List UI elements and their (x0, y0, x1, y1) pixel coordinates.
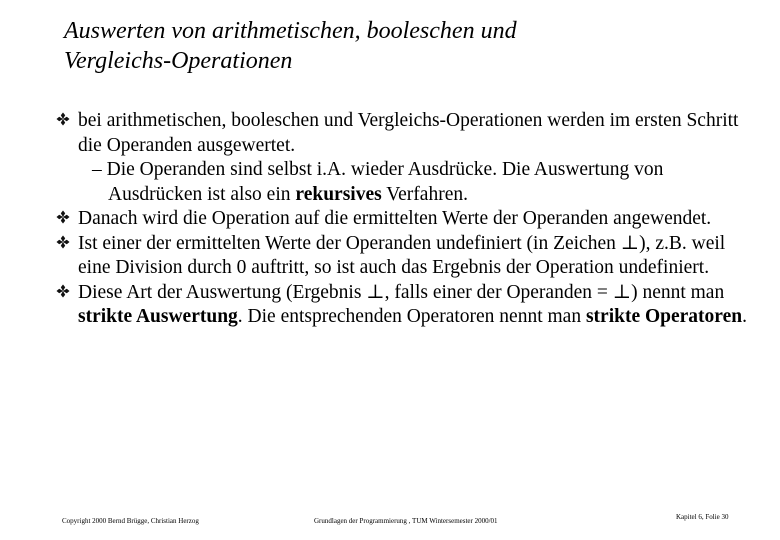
text-run: . Die entsprechenden Operatoren nennt man (237, 306, 586, 327)
diamond-bullet-icon (56, 284, 70, 298)
text-run: . (742, 306, 747, 327)
text-run: Ist einer der ermittelten Werte der Operanden undefiniert (in Zeichen ⊥), z.B. weil eine Division durch 0 auftritt, so ist auch das Ergebnis der Operation undefiniert. (78, 232, 726, 278)
sub-bullet-item (0, 158, 748, 207)
text-run: Diese Art der Auswertung (Ergebnis ⊥, falls einer der Operanden = ⊥) nennt man (78, 281, 725, 303)
diamond-bullet-icon (56, 210, 70, 224)
text-run: Verfahren. (381, 183, 468, 205)
bullet-item (0, 232, 748, 281)
bullet-item (0, 207, 748, 232)
bullet-item (0, 109, 748, 158)
text-run: Die Operanden sind selbst i.A. wieder Ausdrücke. Die Auswertung von Ausdrücken ist also ein (106, 159, 664, 205)
diamond-bullet-icon (56, 235, 70, 249)
slide-title-line-2: Vergleichs-Operationen (64, 48, 293, 74)
slide-title-line-1: Auswerten von arithmetischen, booleschen und (64, 18, 517, 44)
footer-page: Kapitel 6, Folie 30 (676, 513, 729, 521)
text-run: bei arithmetischen, booleschen und Vergleichs-Operationen werden im ersten Schritt die Operanden ausgewertet. (78, 110, 739, 156)
diamond-bullet-icon (56, 112, 70, 126)
footer-course: Grundlagen der Programmierung , TUM Wintersemester 2000/01 (314, 517, 498, 525)
dash-marker: – (92, 159, 107, 180)
bold-term: rekursives (295, 183, 382, 205)
footer-copyright: Copyright 2000 Bernd Brügge, Christian Herzog (62, 517, 199, 525)
slide-title (64, 16, 744, 76)
bullet-item (0, 281, 748, 330)
bold-term: strikte Operatoren (585, 306, 743, 327)
bullet-list (0, 109, 780, 330)
text-run: Danach wird die Operation auf die ermittelten Werte der Operanden angewendet. (78, 208, 712, 229)
bold-term: strikte Auswertung (78, 306, 238, 327)
